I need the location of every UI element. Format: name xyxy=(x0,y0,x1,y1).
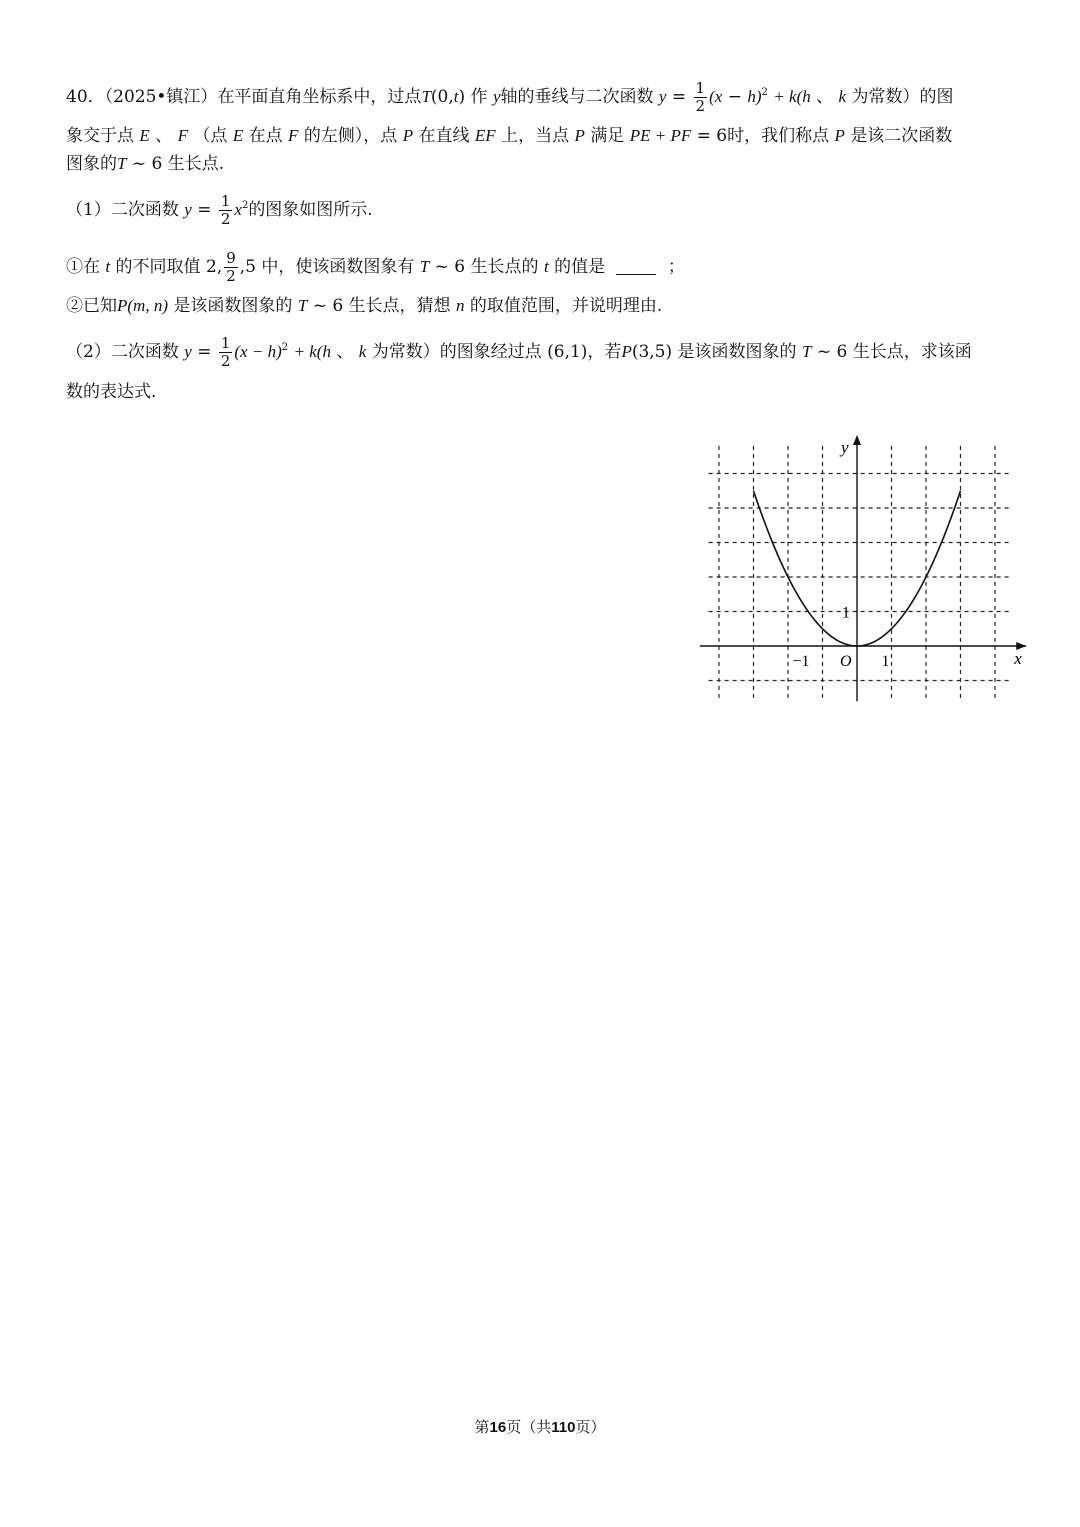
text: 是该函数图象的 xyxy=(677,342,797,362)
problem-number: 40． xyxy=(66,87,105,107)
var: y xyxy=(658,87,667,106)
var: + k(h xyxy=(773,87,811,106)
var: E xyxy=(232,126,244,145)
total-pages: 110 xyxy=(551,1419,576,1436)
var: k xyxy=(358,342,367,361)
text: ①在 xyxy=(66,257,100,277)
text: 是该二次函数 xyxy=(850,126,953,146)
question-2 xyxy=(66,294,662,318)
text: 页（共 xyxy=(506,1418,552,1436)
frac-den: 2 xyxy=(226,267,236,285)
text: （点 xyxy=(193,126,228,146)
text: ②已知 xyxy=(66,296,117,316)
text: 中，使该函数图象有 xyxy=(261,257,415,277)
problem-line-1 xyxy=(66,80,954,115)
var: y xyxy=(492,87,501,106)
var: (m, n) xyxy=(127,296,168,315)
text: ) xyxy=(458,87,466,107)
page-number: 16 xyxy=(489,1419,507,1436)
var: y xyxy=(184,342,192,361)
exponent: 2 xyxy=(281,342,289,353)
exponent: 2 xyxy=(761,87,768,98)
text: 满足 xyxy=(590,126,625,146)
text: 的左侧），点 xyxy=(303,126,398,146)
text: ，若 xyxy=(587,342,622,362)
var: (x − h) xyxy=(234,342,282,361)
grid xyxy=(709,446,1013,701)
text: 第 xyxy=(474,1418,490,1436)
part2-line-2 xyxy=(66,380,156,404)
text: ~ 6 生长点，猜想 xyxy=(312,296,451,316)
y-axis-arrow xyxy=(853,435,861,445)
text: (3,5) xyxy=(631,342,673,362)
var: PE + PF xyxy=(629,126,692,145)
question-1 xyxy=(66,250,685,285)
text: ~ 6 生长点. xyxy=(131,154,225,174)
text: 时，我们称点 xyxy=(727,126,830,146)
text: 、 xyxy=(336,342,354,362)
text: 的不同取值 xyxy=(115,257,201,277)
var: E xyxy=(139,126,150,145)
fraction-half xyxy=(694,80,708,115)
text: 的值是 xyxy=(554,257,606,277)
text: 为常数）的图象经过点 xyxy=(371,342,542,362)
var: y xyxy=(184,200,192,219)
part-label: （1）二次函数 xyxy=(66,200,179,220)
var: F xyxy=(177,126,188,145)
text: 是该函数图象的 xyxy=(173,296,293,316)
var: P xyxy=(834,126,845,145)
page-footer xyxy=(0,1416,1080,1437)
var: t xyxy=(105,257,111,276)
text: 2, xyxy=(205,257,223,277)
problem-line-3 xyxy=(66,152,224,176)
text: 在点 xyxy=(248,126,283,146)
var: F xyxy=(288,126,299,145)
text: 在直线 xyxy=(418,126,470,146)
answer-blank[interactable] xyxy=(616,258,656,275)
text: 为常数）的图 xyxy=(851,87,954,107)
text: 、 xyxy=(155,126,173,146)
var: t xyxy=(543,257,549,276)
part2-line-1 xyxy=(66,335,972,370)
text: (0, xyxy=(430,87,454,107)
frac-num: 1 xyxy=(220,192,231,210)
fraction-half xyxy=(219,193,233,228)
frac-den: 2 xyxy=(695,97,706,115)
frac-num: 1 xyxy=(220,334,231,352)
tick-label-one-x: 1 xyxy=(881,653,890,670)
var: t xyxy=(453,87,459,106)
frac-num: 9 xyxy=(226,249,236,267)
y-axis-label: y xyxy=(841,438,849,457)
text: = xyxy=(671,87,687,107)
var: x xyxy=(234,200,242,219)
var: + k(h xyxy=(293,342,331,361)
exponent: 2 xyxy=(241,200,249,211)
text: 、 xyxy=(816,87,834,107)
var: T xyxy=(419,257,430,276)
text: ,5 xyxy=(239,257,256,277)
text: ； xyxy=(667,257,685,277)
part1-line xyxy=(66,193,373,228)
frac-den: 2 xyxy=(220,210,231,228)
var: P xyxy=(574,126,585,145)
text: − xyxy=(727,87,742,107)
text: 上，当点 xyxy=(501,126,570,146)
text: = 6 xyxy=(696,126,728,146)
text: 作 xyxy=(470,87,488,107)
var: P xyxy=(402,126,414,145)
text: = xyxy=(197,200,212,220)
var: (x xyxy=(709,87,723,106)
x-axis-label: x xyxy=(1014,649,1022,668)
problem-source: （2025•镇江） xyxy=(104,87,218,107)
var: P xyxy=(117,296,128,315)
part-label: （2）二次函数 xyxy=(66,342,179,362)
text: 页） xyxy=(575,1418,606,1436)
frac-den: 2 xyxy=(220,352,231,370)
var: T xyxy=(117,154,127,173)
text: 的图象如图所示. xyxy=(248,200,373,220)
text: 在平面直角坐标系中，过点 xyxy=(217,87,422,107)
fraction-nine-halves xyxy=(224,250,238,285)
var: T xyxy=(297,296,308,315)
text: 象交于点 xyxy=(66,126,134,146)
frac-num: 1 xyxy=(695,79,706,97)
var: T xyxy=(421,87,431,106)
text: 轴的垂线与二次函数 xyxy=(500,87,654,107)
var: T xyxy=(801,342,812,361)
text: (6,1) xyxy=(547,342,588,362)
text: 数的表达式. xyxy=(66,382,157,402)
tick-label-one-y: 1 xyxy=(842,604,850,622)
parabola-graph xyxy=(690,410,1020,710)
text: = xyxy=(197,342,212,362)
var: k xyxy=(838,87,847,106)
problem-line-2 xyxy=(66,124,952,148)
text: 的取值范围，并说明理由. xyxy=(469,296,663,316)
text: 图象的 xyxy=(66,154,117,174)
axes xyxy=(700,435,1026,701)
var: n xyxy=(455,296,465,315)
var: h) xyxy=(747,87,762,106)
text: ~ 6 生长点，求该函 xyxy=(816,342,972,362)
var: EF xyxy=(474,126,496,145)
fraction-half xyxy=(219,335,233,370)
origin-label: O xyxy=(840,653,852,670)
tick-label-neg-one: −1 xyxy=(792,653,810,670)
var: P xyxy=(621,342,632,361)
text: ~ 6 生长点的 xyxy=(434,257,539,277)
